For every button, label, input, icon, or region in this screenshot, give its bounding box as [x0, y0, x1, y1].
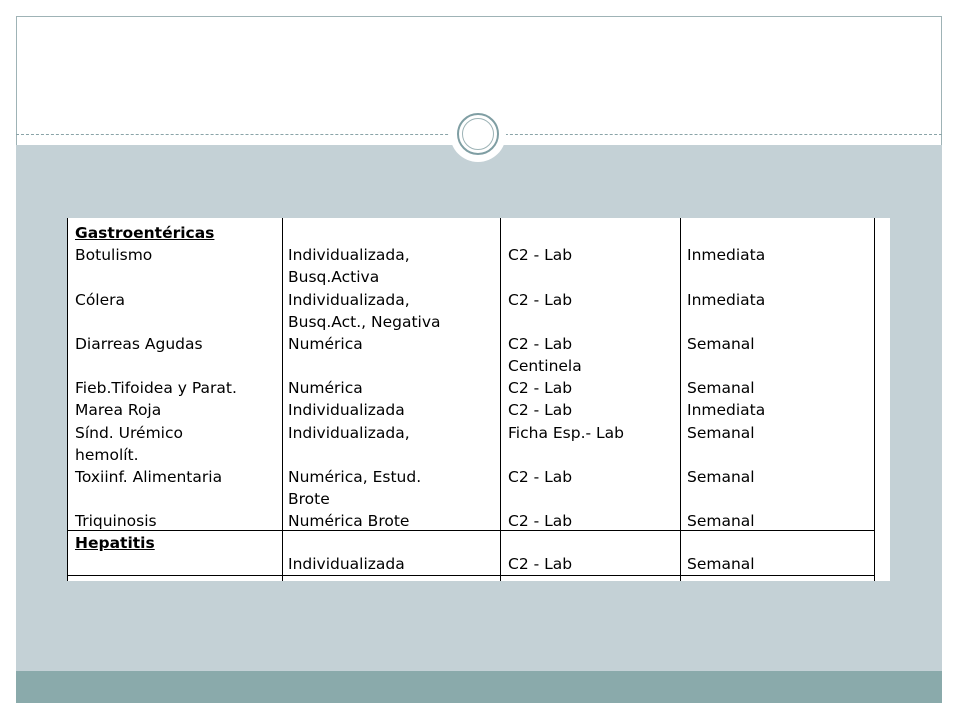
disease-cell: Sínd. Urémico — [75, 424, 183, 442]
source-cell: C2 - Lab — [508, 401, 573, 419]
table-border-left — [67, 218, 68, 581]
frequency-cell: Inmediata — [687, 246, 766, 264]
source-cell: Centinela — [508, 357, 582, 375]
method-cell: Numérica — [288, 379, 363, 397]
source-cell: C2 - Lab — [508, 335, 573, 353]
disease-cell: Marea Roja — [75, 401, 162, 419]
source-cell: C2 - Lab — [508, 291, 573, 309]
notification-table — [67, 218, 890, 581]
source-cell: C2 - Lab — [508, 555, 573, 573]
method-cell: Individualizada — [288, 401, 405, 419]
table-border-right — [874, 218, 875, 581]
column-divider — [500, 218, 501, 581]
disease-cell: Cólera — [75, 291, 126, 309]
frequency-cell: Semanal — [687, 379, 755, 397]
frequency-cell: Semanal — [687, 335, 755, 353]
section-header: Gastroentéricas — [75, 224, 215, 242]
method-cell: Brote — [288, 490, 330, 508]
disease-cell: hemolít. — [75, 446, 139, 464]
source-cell: Ficha Esp.- Lab — [508, 424, 624, 442]
circle-ornament-icon — [457, 113, 499, 155]
section-divider — [67, 575, 875, 576]
disease-cell: Toxiinf. Alimentaria — [75, 468, 223, 486]
method-cell: Individualizada, — [288, 424, 410, 442]
source-cell: C2 - Lab — [508, 379, 573, 397]
method-cell: Numérica, Estud. — [288, 468, 422, 486]
footer-bar — [16, 671, 942, 703]
frequency-cell: Semanal — [687, 512, 755, 530]
method-cell: Individualizada, — [288, 246, 410, 264]
method-cell: Busq.Activa — [288, 268, 380, 286]
frequency-cell: Semanal — [687, 424, 755, 442]
source-cell: C2 - Lab — [508, 512, 573, 530]
method-cell: Numérica — [288, 335, 363, 353]
frequency-cell: Inmediata — [687, 291, 766, 309]
source-cell: C2 - Lab — [508, 246, 573, 264]
method-cell: Numérica Brote — [288, 512, 410, 530]
method-cell: Busq.Act., Negativa — [288, 313, 441, 331]
disease-cell: Fieb.Tifoidea y Parat. — [75, 379, 237, 397]
method-cell: Individualizada — [288, 555, 405, 573]
column-divider — [282, 218, 283, 581]
disease-cell: Triquinosis — [75, 512, 157, 530]
frequency-cell: Inmediata — [687, 401, 766, 419]
section-header: Hepatitis — [75, 534, 155, 552]
disease-cell: Diarreas Agudas — [75, 335, 203, 353]
source-cell: C2 - Lab — [508, 468, 573, 486]
disease-cell: Botulismo — [75, 246, 153, 264]
frequency-cell: Semanal — [687, 468, 755, 486]
column-divider — [680, 218, 681, 581]
method-cell: Individualizada, — [288, 291, 410, 309]
frequency-cell: Semanal — [687, 555, 755, 573]
